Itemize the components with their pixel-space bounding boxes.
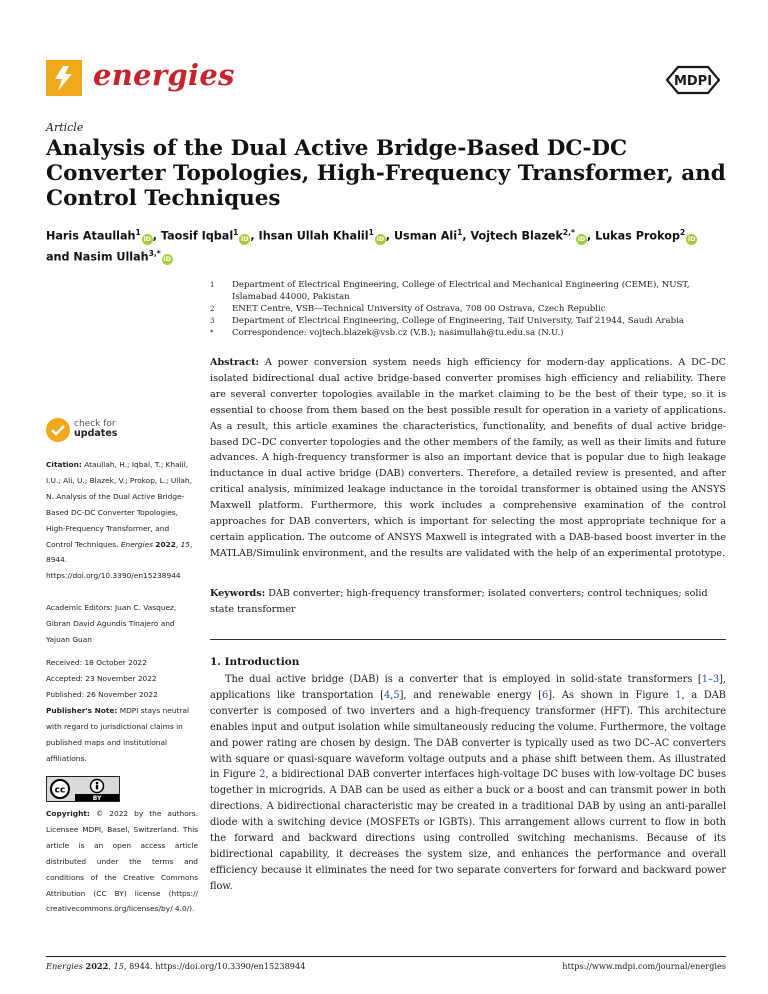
footer-year: 2022	[85, 961, 109, 971]
citation: Citation: Ataullah, H.; Iqbal, T.; Khalil, I.U.; Ali, U.; Blazek, V.; Prokop, L.; Ullah, N. Analysis of the Dual Active Bridge-Based DC-DC Converter Topologies, High-Frequency Transformer, and Control Techniques. Energies 2022, 15, 8944. https://doi.org/10.3390/en15238944	[46, 460, 193, 581]
reference-link[interactable]: 4	[383, 689, 391, 701]
accepted-date: Accepted: 23 November 2022	[46, 673, 157, 683]
author-separator: ,	[462, 229, 471, 243]
footer-volume: 15	[113, 961, 124, 971]
publisher-note-label: Publisher's Note:	[46, 706, 118, 715]
check-for-updates-button[interactable]	[74, 419, 117, 439]
reference-link[interactable]: 5	[393, 689, 400, 701]
introduction-body	[210, 672, 726, 895]
affiliation-text[interactable]: Correspondence: vojtech.blazek@vsb.cz (V.B.); nasimullah@tu.edu.sa (N.U.)	[232, 328, 564, 338]
footer-journal-url[interactable]: https://www.mdpi.com/journal/energies	[562, 961, 726, 971]
citation-text: Ataullah, H.; Iqbal, T.; Khalil, I.U.; Ali, U.; Blazek, V.; Prokop, L.; Ullah, N. Analysis of the Dual Active Bridge-Based DC-DC Converter Topologies, High-Frequency Transformer, and Control Techniques.	[46, 460, 192, 549]
author-list	[46, 224, 736, 265]
body-text: , a DAB converter is composed of two inverters and a high-frequency transformer (HFT). This architecture enables input and output isolation while simultaneously reducing the volume. Furthermore, the voltage and power rating are chosen by design. The DAB converter is typically used as two DC–AC converters with square or quasi-square waveform voltage outputs and a phase shift between them. As illustrated in Figure	[210, 689, 726, 781]
publication-dates	[46, 655, 198, 703]
author-affiliation-marker: 1	[233, 228, 239, 237]
citation-doi[interactable]: , 8944. https://doi.org/10.3390/en15238944	[46, 539, 193, 581]
orcid-icon[interactable]: iD	[376, 234, 385, 243]
journal-name[interactable]: energies	[93, 58, 235, 92]
section-divider	[210, 639, 726, 640]
citation-label: Citation:	[46, 460, 82, 469]
author-separator: ,	[586, 229, 596, 243]
copyright-label: Copyright:	[46, 809, 90, 818]
reference-link[interactable]: 6	[542, 689, 549, 701]
author-separator: ,	[385, 229, 394, 243]
body-text: , a bidirectional DAB converter interfaces high-voltage DC buses with low-voltage DC buses together in microgrids. A DAB can be used as either a buck or a boost and can transmit power in both directions. A bidirectional characteristic may be created in a traditional DAB by using an anti-parallel diode with a switching device (MOSFETs or IGBTs). This arrangement allows current to flow in both the forward and backward directions using controlled switching mechanisms. Because of its bidirectional capability, it decreases the system size, and enhances the performance and overall efficiency because it eliminates the need for two separate converters for forward and backward power flow.	[210, 769, 726, 892]
affiliation-number: 2	[210, 305, 215, 313]
abstract-text: A power conversion system needs high efficiency for modern-day applications. A DC–DC isolated bidirectional dual active bridge-based converter promises high efficiency and reliability. There are several converter topologies available in the market claiming to be the best of their type, so it is essential to choose from them based on the best possible result for operation in a variety of applications. As a result, this article examines the characteristics, functionality, and benefits of dual active bridge-based DC–DC converter topologies and the other members of the family, as well as their limits and future advances. A high-frequency transformer is also an important device that is popular due to high leakage inductance in dual active bridge (DAB) converters. Therefore, a detailed review is presented, and after critical analysis, minimized leakage inductance in the toroidal transformer is obtained using the ANSYS Maxwell platform. Furthermore, this work includes a comprehensive examination of the control approaches for DAB converters, which is important for selecting the most appropriate technique for a certain application. The outcome of ANSYS Maxwell is integrated with a DAB-based boost inverter in the MATLAB/Simulink environment, and the results are validated with the help of an experimental prototype.	[210, 357, 726, 559]
citation-year: 2022	[155, 539, 176, 549]
copyright-notice	[46, 806, 198, 917]
affiliation-number: 1	[210, 281, 215, 289]
section-heading-introduction: 1. Introduction	[210, 656, 300, 668]
body-text: ], applications like transportation [	[210, 674, 726, 701]
author-affiliation-marker: 1	[135, 228, 141, 237]
affiliations	[210, 279, 730, 339]
affiliation-item	[210, 315, 730, 327]
author-name[interactable]: Vojtech Blazek	[470, 229, 563, 243]
orcid-icon[interactable]: iD	[241, 234, 249, 243]
author-affiliation-marker: 3,*	[148, 248, 161, 258]
keywords-label: Keywords:	[210, 588, 266, 599]
reference-link[interactable]: 1–3	[701, 674, 720, 685]
author-name[interactable]: Lukas Prokop	[595, 229, 680, 243]
footer-journal: Energies	[46, 961, 83, 971]
author-name[interactable]: and Nasim Ullah	[46, 250, 149, 264]
author-affiliation-marker: 1	[457, 228, 463, 237]
affiliation-text: ENET Centre, VSB—Technical University of Ostrava, 708 00 Ostrava, Czech Republic	[232, 304, 606, 314]
author-affiliation-marker: 1	[368, 228, 374, 237]
svg-text:cc: cc	[54, 785, 66, 796]
footer-doi[interactable]: , 8944. https://doi.org/10.3390/en15238944	[123, 961, 306, 971]
body-text: ], and renewable energy [	[399, 689, 543, 701]
article-title: Analysis of the Dual Active Bridge-Based DC-DC Converter Topologies, High-Frequency Transformer, and Control Techniques	[46, 136, 726, 211]
abstract-label: Abstract:	[210, 357, 260, 368]
affiliation-text: Department of Electrical Engineering, College of Engineering, Taif University, Taif 21944, Saudi Arabia	[232, 316, 685, 326]
cc-by-label: BY	[92, 795, 102, 801]
reference-link[interactable]: 2	[259, 769, 266, 781]
article-type: Article	[46, 121, 84, 134]
body-text: The dual active bridge (DAB) is a converter that is employed in solid-state transformers [	[225, 674, 702, 685]
affiliation-text: Department of Electrical Engineering, College of Electrical and Mechanical Engineering (CEME), NUST, Islamabad 44000, Pakistan	[232, 280, 690, 302]
check-updates-top: check for	[74, 419, 116, 429]
author-name[interactable]: Haris Ataullah	[46, 229, 136, 243]
body-text: ,	[390, 689, 394, 701]
received-date: Received: 18 October 2022	[46, 658, 147, 667]
affiliation-number: 3	[210, 317, 215, 325]
journal-logo-icon	[46, 60, 82, 96]
orcid-icon[interactable]: iD	[687, 234, 696, 243]
mdpi-logo[interactable]	[664, 63, 722, 97]
reference-link[interactable]: 1	[675, 689, 682, 701]
citation-journal: Energies	[120, 539, 153, 549]
academic-editors: Academic Editors: Juan C. Vasquez, Gibran David Agundis Tinajero and Yajuan Guan	[46, 603, 177, 644]
cc-by-license-icon[interactable]	[46, 776, 120, 802]
affiliation-number: *	[210, 329, 214, 337]
footer-citation: Energies 2022, 15, 8944. https://doi.org/10.3390/en15238944	[46, 961, 306, 971]
footer-divider	[46, 956, 726, 957]
author-name[interactable]: Usman Ali	[393, 229, 458, 243]
author-separator: ,	[250, 229, 259, 243]
author-affiliation-marker: 2	[679, 228, 686, 237]
copyright-text: © 2022 by the authors. Licensee MDPI, Basel, Switzerland. This article is an open access article distributed under the terms and conditions of the Creative Commons Attribution (CC BY) license (https:// creativecommons.org/licenses/by/ 4.0/).	[46, 809, 198, 914]
affiliation-item	[210, 279, 730, 303]
orcid-icon[interactable]: iD	[143, 234, 152, 243]
author-name[interactable]: Taosif Iqbal	[160, 229, 234, 243]
citation-volume: 15	[180, 539, 190, 549]
author-separator: ,	[152, 229, 161, 243]
svg-text:MDPI: MDPI	[673, 74, 713, 89]
publisher-note-text: MDPI stays neutral with regard to jurisdictional claims in published maps and institutional affiliations.	[46, 706, 190, 763]
affiliation-item	[210, 303, 730, 315]
orcid-icon[interactable]: iD	[577, 234, 586, 243]
affiliation-item	[210, 327, 730, 339]
publisher-note	[46, 703, 198, 767]
keywords	[210, 586, 726, 618]
check-for-updates-icon[interactable]	[46, 418, 70, 442]
author-name[interactable]: Ihsan Ullah Khalil	[258, 229, 369, 243]
author-affiliation-marker: 2,*	[562, 228, 575, 237]
abstract	[210, 355, 726, 562]
check-updates-bottom: updates	[74, 428, 118, 439]
keywords-text: DAB converter; high-frequency transformer; isolated converters; control techniques; solid state transformer	[210, 588, 708, 615]
published-date: Published: 26 November 2022	[46, 689, 158, 699]
orcid-icon[interactable]: iD	[163, 255, 171, 264]
body-text: ]. As shown in Figure	[548, 689, 676, 701]
